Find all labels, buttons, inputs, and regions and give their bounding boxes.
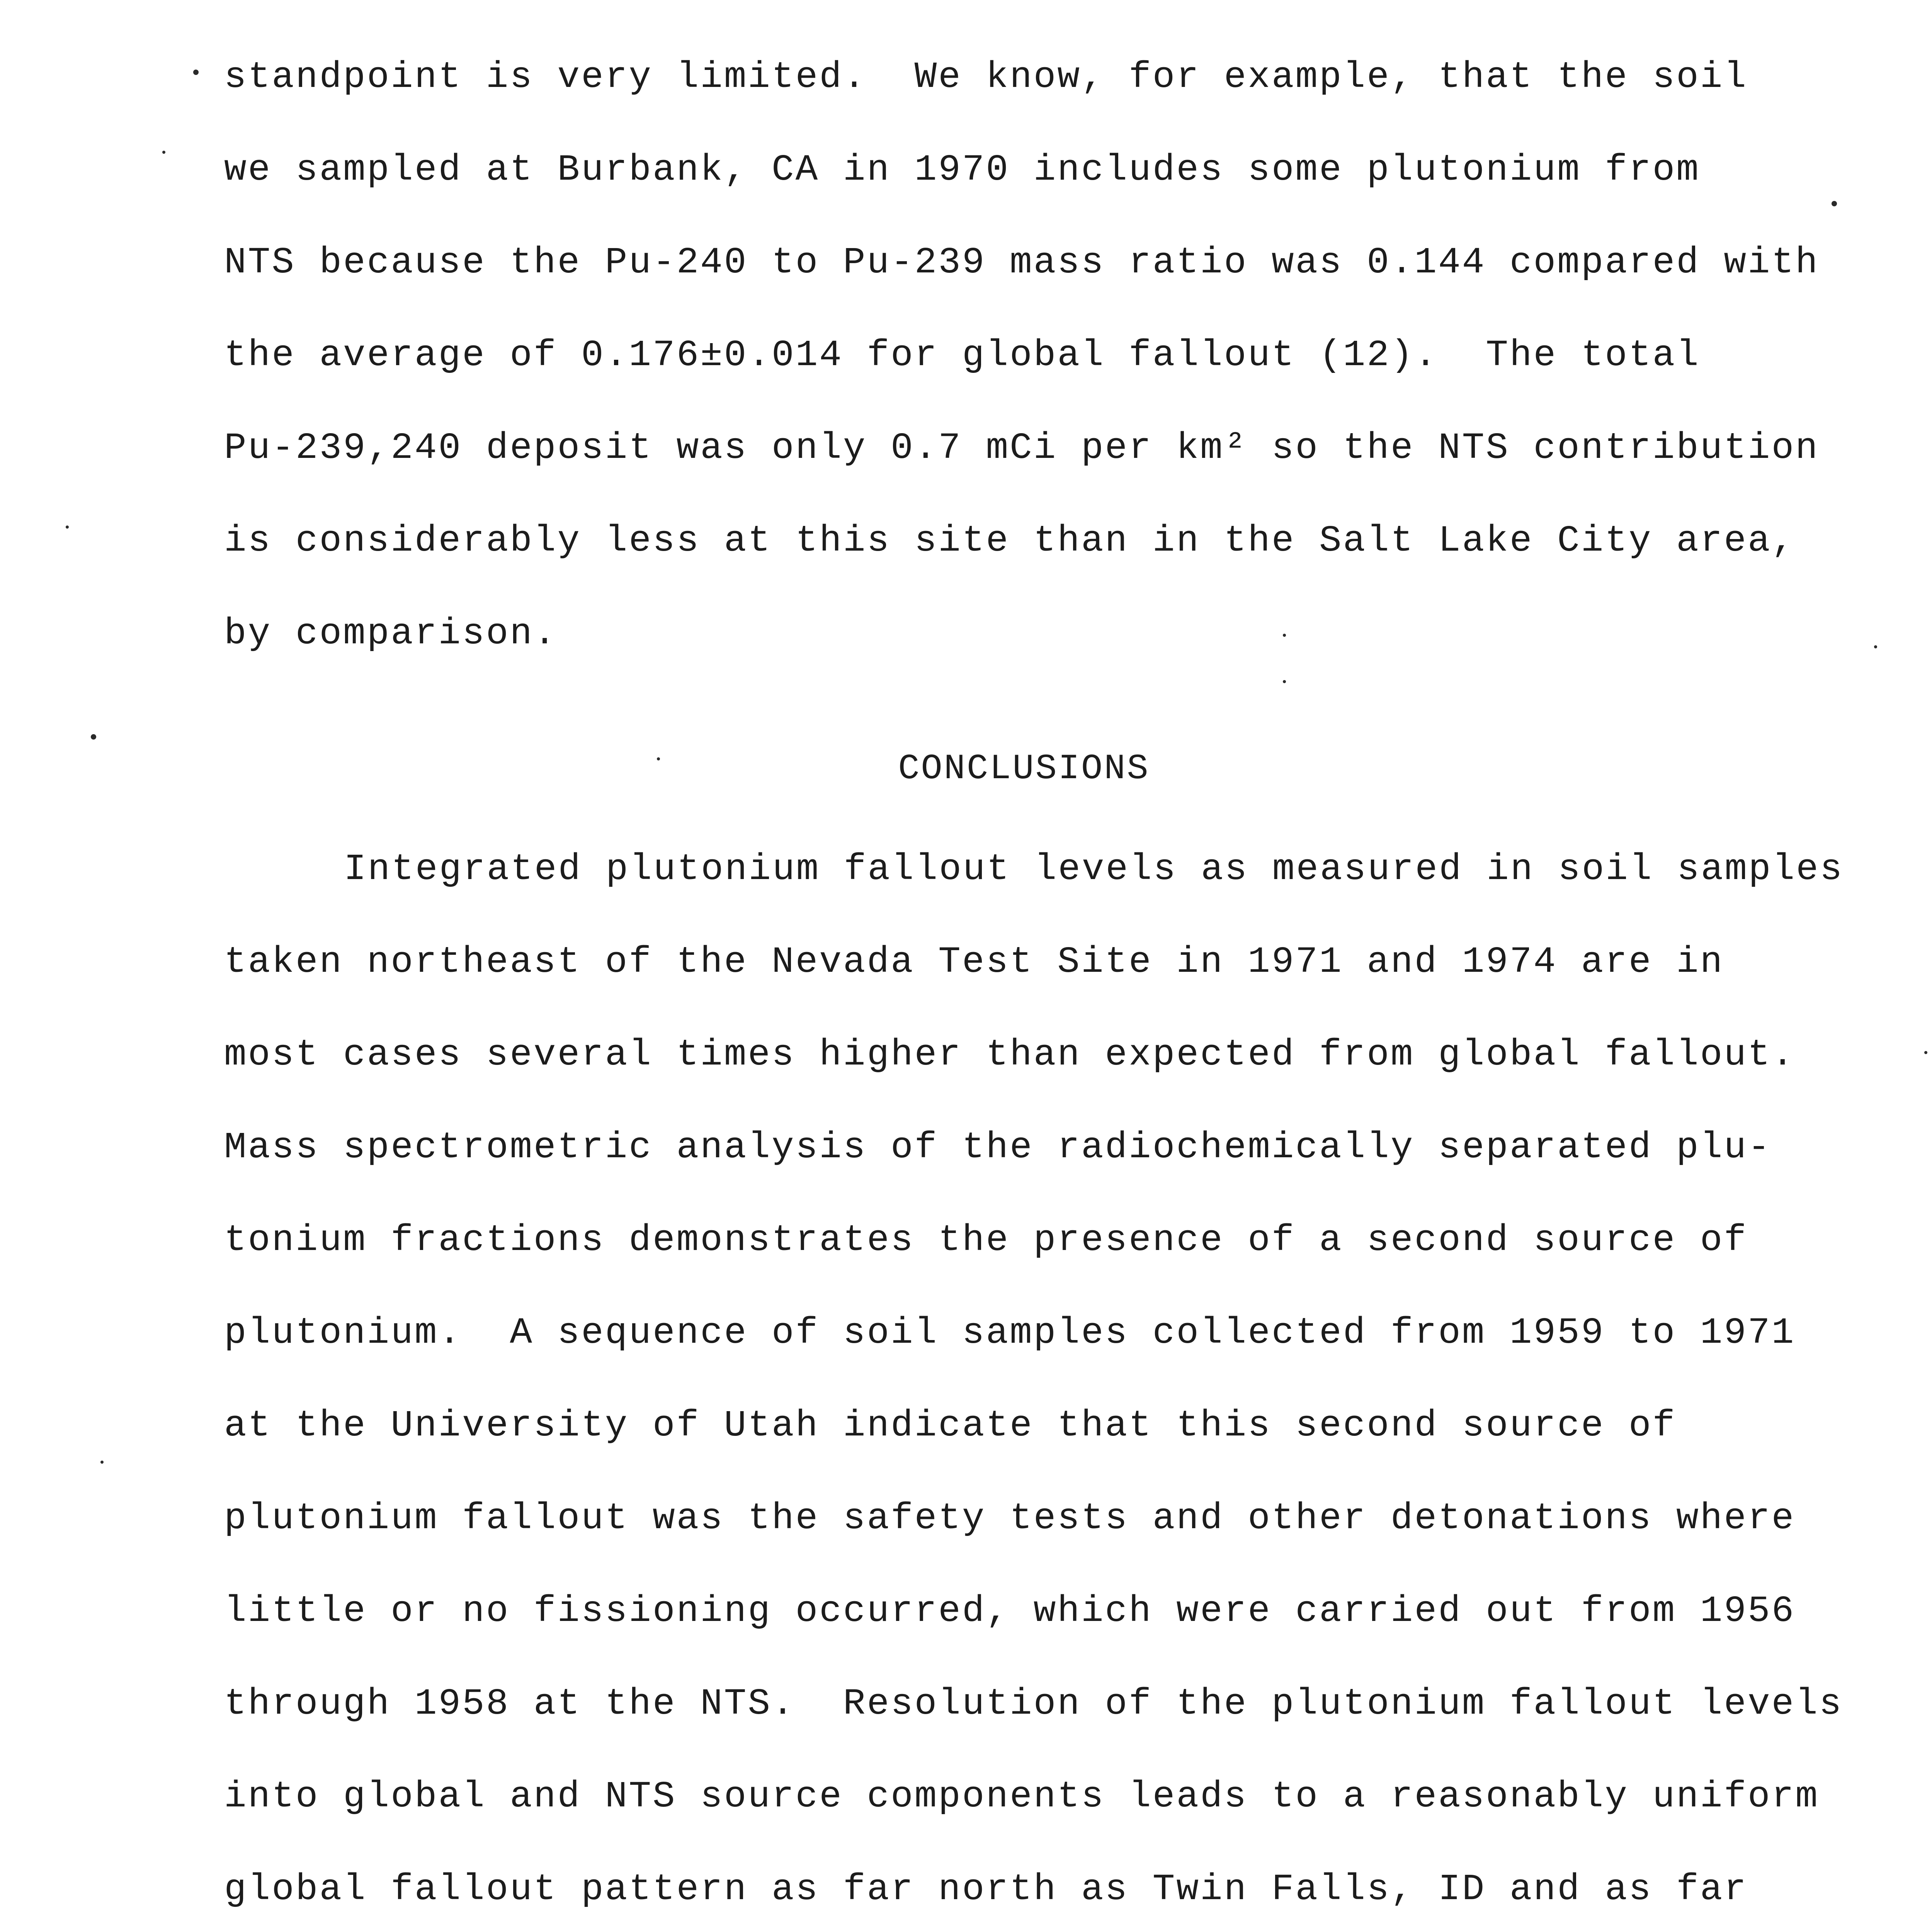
text-line: Pu-239,240 deposit was only 0.7 mCi per km² so the NTS contribution xyxy=(224,427,1819,469)
text-line: little or no fissioning occurred, which were carried out from 1956 xyxy=(224,1590,1796,1632)
text-line: tonium fractions demonstrates the presence of a second source of xyxy=(224,1219,1748,1261)
text-line: plutonium fallout was the safety tests and other detonations where xyxy=(224,1497,1796,1539)
text-line: most cases several times higher than expected from global fallout. xyxy=(224,1034,1796,1076)
scan-speck xyxy=(193,70,199,75)
text-line: the average of 0.176±0.014 for global fallout (12). The total xyxy=(224,334,1700,376)
text-line: taken northeast of the Nevada Test Site in 1971 and 1974 are in xyxy=(224,941,1724,983)
section-heading: CONCLUSIONS xyxy=(898,748,1150,789)
scan-speck xyxy=(66,526,69,529)
text-line: standpoint is very limited. We know, for example, that the soil xyxy=(224,56,1748,98)
scan-speck xyxy=(1832,201,1837,206)
text-line: is considerably less at this site than in the Salt Lake City area, xyxy=(224,520,1796,562)
scan-speck xyxy=(1283,634,1286,637)
scan-speck xyxy=(657,757,660,760)
conclusions-paragraph xyxy=(224,823,1932,1932)
continuation-paragraph xyxy=(224,31,1932,680)
text-line: global fallout pattern as far north as Twin Falls, ID and as far xyxy=(224,1868,1748,1910)
text-line: Integrated plutonium fallout levels as measured in soil samples xyxy=(344,848,1844,890)
scan-speck xyxy=(1924,1051,1927,1054)
scan-speck xyxy=(1283,680,1286,683)
text-line: through 1958 at the NTS. Resolution of the plutonium fallout levels xyxy=(224,1683,1843,1725)
scan-speck xyxy=(162,151,165,154)
text-line: plutonium. A sequence of soil samples collected from 1959 to 1971 xyxy=(224,1312,1796,1354)
text-line: by comparison. xyxy=(224,612,558,655)
text-line: at the University of Utah indicate that this second source of xyxy=(224,1405,1677,1447)
scan-speck xyxy=(100,1461,104,1464)
scan-speck xyxy=(91,734,96,740)
text-line: into global and NTS source components leads to a reasonably uniform xyxy=(224,1776,1819,1818)
text-line: we sampled at Burbank, CA in 1970 includes some plutonium from xyxy=(224,149,1700,191)
text-line: NTS because the Pu-240 to Pu-239 mass ratio was 0.144 compared with xyxy=(224,242,1819,284)
text-line: Mass spectrometric analysis of the radiochemically separated plu- xyxy=(224,1126,1772,1168)
scan-speck xyxy=(1874,645,1877,648)
